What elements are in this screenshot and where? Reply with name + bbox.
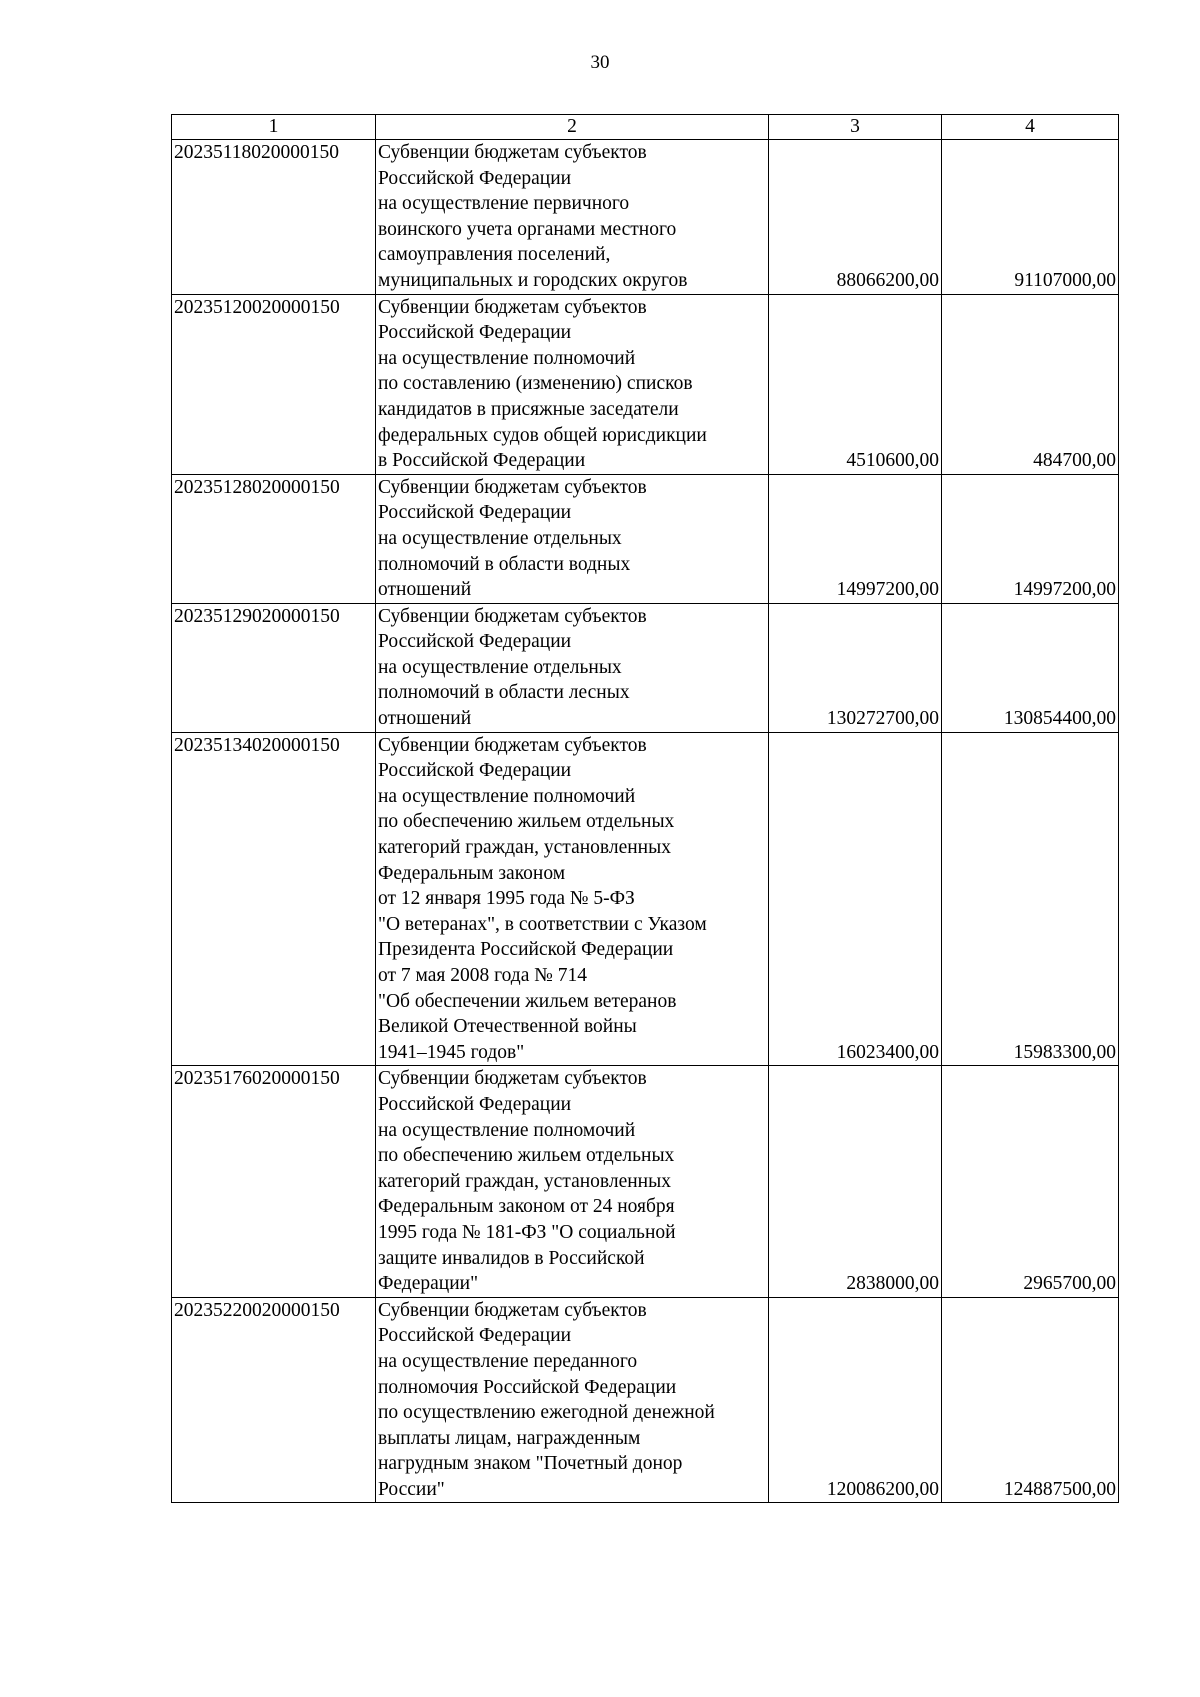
column-header: 1 — [172, 115, 376, 140]
page-number: 30 — [590, 52, 610, 73]
table-row — [172, 140, 1119, 295]
table-row — [172, 294, 1119, 474]
table-row — [172, 1066, 1119, 1297]
row-description: Субвенции бюджетам субъектов Российской Федерации на осуществление переданного полномочия Российской Федерации по осуществлению ежегодной денежной выплаты лицам, награжденным нагрудным знаком "Почетный донор России" — [376, 1297, 769, 1503]
budget-code: 20235129020000150 — [172, 603, 376, 732]
amount-column-3: 88066200,00 — [769, 140, 942, 295]
amount-column-4: 130854400,00 — [942, 603, 1119, 732]
budget-code: 20235134020000150 — [172, 732, 376, 1066]
column-header: 3 — [769, 115, 942, 140]
amount-column-3: 16023400,00 — [769, 732, 942, 1066]
amount-column-4: 2965700,00 — [942, 1066, 1119, 1297]
row-description: Субвенции бюджетам субъектов Российской Федерации на осуществление первичного воинского учета органами местного самоуправления поселений, муниципальных и городских округов — [376, 140, 769, 295]
table-row — [172, 1297, 1119, 1503]
budget-code: 20235118020000150 — [172, 140, 376, 295]
budget-table — [171, 114, 1119, 1503]
amount-column-4: 91107000,00 — [942, 140, 1119, 295]
row-description: Субвенции бюджетам субъектов Российской Федерации на осуществление отдельных полномочий в области лесных отношений — [376, 603, 769, 732]
budget-code: 20235120020000150 — [172, 294, 376, 474]
row-description: Субвенции бюджетам субъектов Российской Федерации на осуществление полномочий по обеспечению жильем отдельных категорий граждан, установленных Федеральным законом от 12 января 1995 года № 5-ФЗ "О ветеранах", в соответствии с Указом Президента Российской Федерации от 7 мая 2008 года № 714 "Об обеспечении жильем ветеранов Великой Отечественной войны 1941–1945 годов" — [376, 732, 769, 1066]
amount-column-3: 120086200,00 — [769, 1297, 942, 1503]
amount-column-3: 130272700,00 — [769, 603, 942, 732]
budget-code: 20235128020000150 — [172, 474, 376, 603]
table-row — [172, 603, 1119, 732]
column-header: 2 — [376, 115, 769, 140]
amount-column-3: 2838000,00 — [769, 1066, 942, 1297]
budget-code: 20235220020000150 — [172, 1297, 376, 1503]
amount-column-4: 484700,00 — [942, 294, 1119, 474]
table-row — [172, 732, 1119, 1066]
column-header: 4 — [942, 115, 1119, 140]
row-description: Субвенции бюджетам субъектов Российской Федерации на осуществление полномочий по обеспечению жильем отдельных категорий граждан, установленных Федеральным законом от 24 ноября 1995 года № 181-ФЗ "О социальной защите инвалидов в Российской Федерации" — [376, 1066, 769, 1297]
row-description: Субвенции бюджетам субъектов Российской Федерации на осуществление отдельных полномочий в области водных отношений — [376, 474, 769, 603]
amount-column-4: 15983300,00 — [942, 732, 1119, 1066]
amount-column-3: 14997200,00 — [769, 474, 942, 603]
amount-column-3: 4510600,00 — [769, 294, 942, 474]
budget-code: 20235176020000150 — [172, 1066, 376, 1297]
row-description: Субвенции бюджетам субъектов Российской Федерации на осуществление полномочий по составлению (изменению) списков кандидатов в присяжные заседатели федеральных судов общей юрисдикции в Российской Федерации — [376, 294, 769, 474]
amount-column-4: 124887500,00 — [942, 1297, 1119, 1503]
table-header-row — [172, 115, 1119, 140]
table-row — [172, 474, 1119, 603]
amount-column-4: 14997200,00 — [942, 474, 1119, 603]
